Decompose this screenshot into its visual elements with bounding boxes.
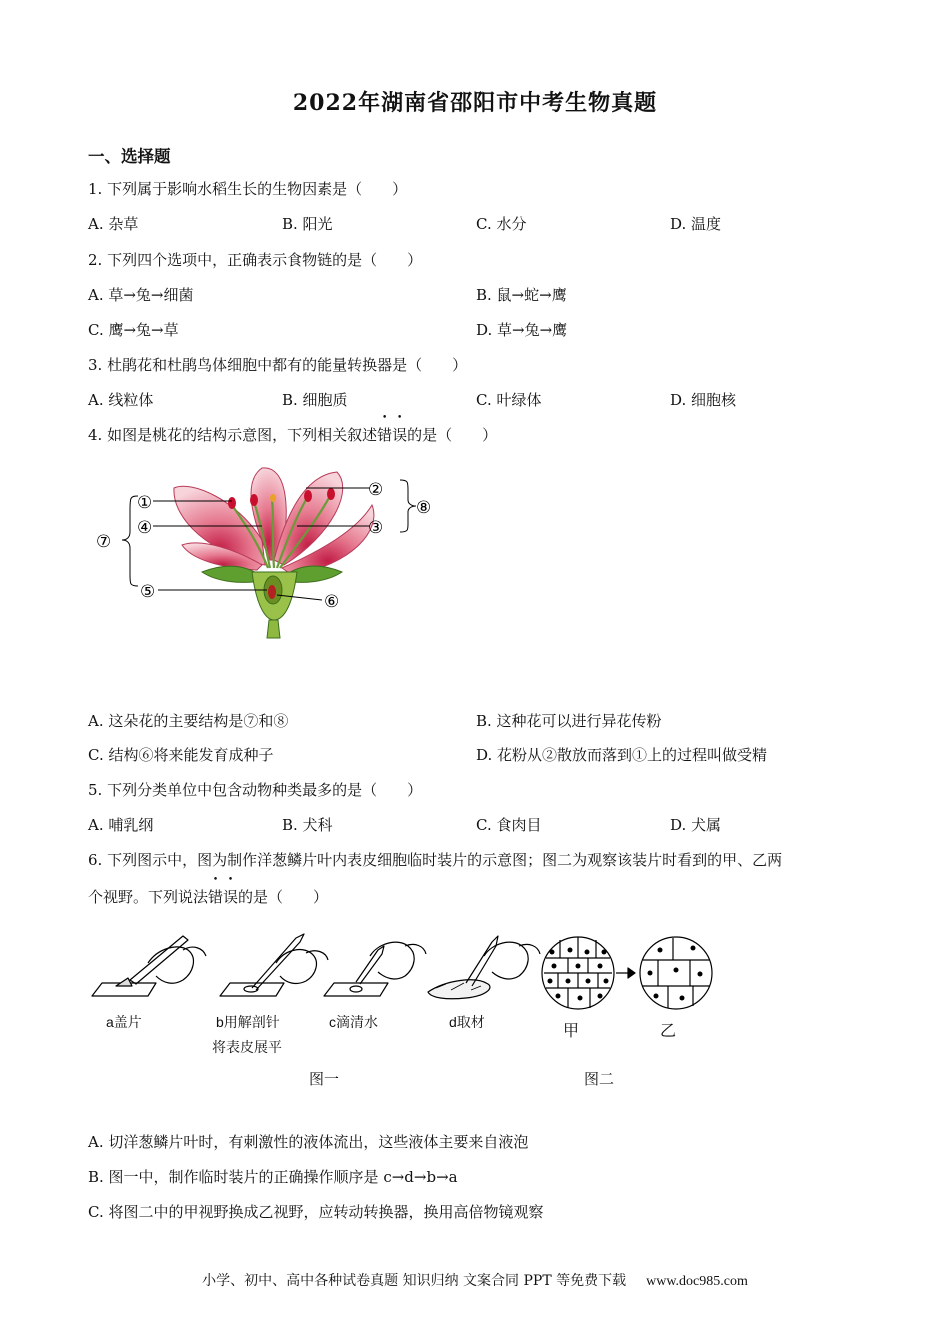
q1-stem: 1. 下列属于影响水稻生长的生物因素是（ ） bbox=[88, 180, 408, 198]
q4-option-a: A. 这朵花的主要结构是⑦和⑧ bbox=[88, 712, 289, 730]
caption-b-line2: 将表皮展平 bbox=[212, 1039, 282, 1055]
q5-option-d: D. 犬属 bbox=[670, 816, 722, 834]
page-title: 2022年湖南省邵阳市中考生物真题 bbox=[292, 90, 658, 116]
q4-stem: 4. 如图是桃花的结构示意图，下列相关叙述错误的是（ ） bbox=[88, 426, 498, 444]
caption-a: a盖片 bbox=[106, 1014, 142, 1030]
figure-1-caption: 图一 bbox=[309, 1071, 340, 1088]
caption-c: c滴清水 bbox=[329, 1014, 378, 1030]
footer-url[interactable]: www.doc985.com bbox=[646, 1274, 748, 1289]
step-c-drawing bbox=[324, 942, 426, 996]
q1-option-a: A. 杂草 bbox=[88, 215, 139, 233]
q5-stem: 5. 下列分类单位中包含动物种类最多的是（ ） bbox=[88, 781, 423, 799]
caption-d: d取材 bbox=[449, 1014, 485, 1030]
q6-stem-line2: 个视野。下列说法错误的是（ ） bbox=[88, 888, 329, 906]
label-6: ⑥ bbox=[324, 592, 340, 612]
label-2: ② bbox=[368, 480, 384, 500]
label-3: ③ bbox=[368, 518, 384, 538]
q1-option-d: D. 温度 bbox=[670, 215, 722, 233]
q3-stem: 3. 杜鹃花和杜鹃鸟体细胞中都有的能量转换器是（ ） bbox=[88, 356, 468, 374]
step-d-drawing bbox=[428, 936, 540, 999]
caption-b-line1: b用解剖针 bbox=[216, 1014, 280, 1030]
label-8: ⑧ bbox=[416, 498, 432, 518]
q1-option-c: C. 水分 bbox=[476, 215, 527, 233]
q2-option-b: B. 鼠→蛇→鹰 bbox=[476, 286, 567, 304]
q6-option-b: B. 图一中，制作临时装片的正确操作顺序是 c→d→b→a bbox=[88, 1168, 458, 1186]
q2-stem: 2. 下列四个选项中，正确表示食物链的是（ ） bbox=[88, 251, 423, 269]
q5-option-a: A. 哺乳纲 bbox=[88, 816, 154, 834]
q6-stem-line1: 6. 下列图示中，图为制作洋葱鳞片叶内表皮细胞临时装片的示意图；图二为观察该装片时看到的甲、乙两 bbox=[88, 851, 783, 869]
caption-yi: 乙 bbox=[660, 1023, 677, 1040]
q2-option-d: D. 草→兔→鹰 bbox=[476, 321, 568, 339]
q3-option-b: B. 细胞质 bbox=[282, 391, 348, 409]
q5-option-b: B. 犬科 bbox=[282, 816, 333, 834]
label-7: ⑦ bbox=[96, 532, 112, 552]
q1-option-b: B. 阳光 bbox=[282, 215, 333, 233]
section-heading: 一、选择题 bbox=[88, 147, 171, 166]
q6-figure-drawings bbox=[88, 928, 718, 1028]
q4-option-c: C. 结构⑥将来能发育成种子 bbox=[88, 746, 274, 764]
label-1: ① bbox=[137, 493, 153, 513]
q3-option-d: D. 细胞核 bbox=[670, 391, 737, 409]
peach-flower-diagram bbox=[92, 460, 452, 645]
q4-option-d: D. 花粉从②散放而落到①上的过程叫做受精 bbox=[476, 746, 768, 764]
label-5: ⑤ bbox=[140, 582, 156, 602]
step-a-drawing bbox=[92, 936, 206, 996]
step-b-drawing bbox=[220, 934, 328, 996]
q2-option-c: C. 鹰→兔→草 bbox=[88, 321, 179, 339]
figure-2-caption: 图二 bbox=[584, 1071, 615, 1088]
q4-option-b: B. 这种花可以进行异花传粉 bbox=[476, 712, 662, 730]
page-footer bbox=[0, 1270, 950, 1290]
q6-option-c: C. 将图二中的甲视野换成乙视野，应转动转换器，换用高倍物镜观察 bbox=[88, 1203, 544, 1221]
view-yi-drawing bbox=[640, 937, 712, 1009]
caption-jia: 甲 bbox=[563, 1023, 580, 1040]
q3-option-c: C. 叶绿体 bbox=[476, 391, 542, 409]
view-jia-drawing bbox=[542, 937, 614, 1009]
q5-option-c: C. 食肉目 bbox=[476, 816, 542, 834]
q2-option-a: A. 草→兔→细菌 bbox=[88, 286, 194, 304]
q6-option-a: A. 切洋葱鳞片叶时，有刺激性的液体流出，这些液体主要来自液泡 bbox=[88, 1133, 529, 1151]
footer-text: 小学、初中、高中各种试卷真题 知识归纳 文案合同 PPT 等免费下载 bbox=[202, 1273, 627, 1289]
q3-option-a: A. 线粒体 bbox=[88, 391, 154, 409]
label-4: ④ bbox=[137, 518, 153, 538]
